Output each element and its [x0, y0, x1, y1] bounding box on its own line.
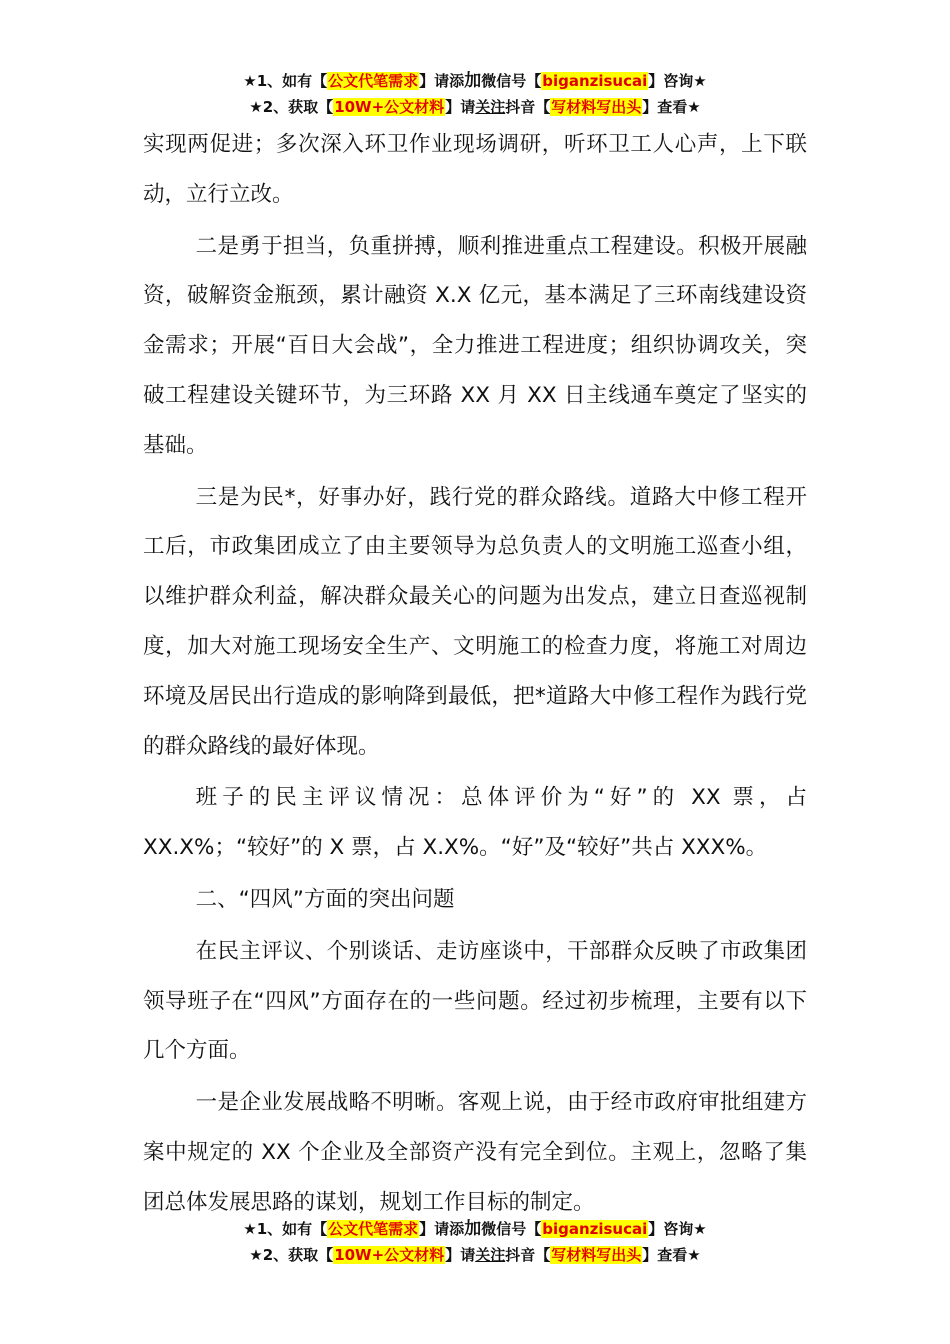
highlight-service: 公文代笔需求 — [328, 72, 419, 90]
highlight-service: 公文代笔需求 — [328, 1220, 419, 1238]
highlight-materials: 10W+公文材料 — [334, 1246, 445, 1264]
section-heading: 二、“四风”方面的突出问题 — [195, 886, 455, 912]
paragraph: 一是企业发展战略不明晰。客观上说，由于经市政府审批组建方案中规定的 XX 个企业及全部资产没有完全到位。主观上，忽略了集团总体发展思路的谋划，规划工作目标的制定。 — [143, 1090, 807, 1215]
highlight-wechat-id: biganzisucai — [542, 1220, 648, 1238]
paragraph: 二是勇于担当，负重拼搏，顺利推进重点工程建设。积极开展融资，破解资金瓶颈，累计融资 X.X 亿元，基本满足了三环南线建设资金需求；开展“百日大会战”，全力推进工程进度；组织协调攻关，突破工程建设关键环节，为三环路 XX 月 XX 日主线通车奠定了坚实的基础。 — [143, 233, 807, 458]
bottom-banner — [0, 1216, 950, 1268]
paragraph: 实现两促进；多次深入环卫作业现场调研，听环卫工人心声，上下联动，立行立改。 — [143, 132, 807, 207]
paragraph: 班子的民主评议情况：总体评价为“好”的 XX 票，占 XX.X%；“较好”的 X 票，占 X.X%。“好”及“较好”共占 XXX%。 — [143, 785, 807, 861]
banner-line-1: ★1、如有【公文代笔需求】请添加微信号【biganzisucai】咨询★ — [243, 1219, 707, 1239]
banner-line-2: ★2、获取【10W+公文材料】请关注抖音【写材料写出头】查看★ — [249, 1246, 701, 1264]
highlight-wechat-id: biganzisucai — [542, 72, 648, 90]
top-banner — [0, 68, 950, 120]
banner-line-2: ★2、获取【10W+公文材料】请关注抖音【写材料写出头】查看★ — [249, 98, 701, 116]
banner-line-1: ★1、如有【公文代笔需求】请添加微信号【biganzisucai】咨询★ — [243, 71, 707, 91]
paragraph: 三是为民*，好事办好，践行党的群众路线。道路大中修工程开工后，市政集团成立了由主要领导为总负责人的文明施工巡查小组，以维护群众利益，解决群众最关心的问题为出发点，建立日查巡视制度，加大对施工现场安全生产、文明施工的检查力度，将施工对周边环境及居民出行造成的影响降到最低，把*道路大中修工程作为践行党的群众路线的最好体现。 — [143, 484, 807, 759]
highlight-douyin-id: 写材料写出头 — [551, 98, 642, 116]
highlight-douyin-id: 写材料写出头 — [551, 1246, 642, 1264]
document-body — [143, 120, 807, 1230]
paragraph: 在民主评议、个别谈话、走访座谈中，干部群众反映了市政集团领导班子在“四风”方面存在的一些问题。经过初步梳理，主要有以下几个方面。 — [143, 938, 807, 1064]
highlight-materials: 10W+公文材料 — [334, 98, 445, 116]
